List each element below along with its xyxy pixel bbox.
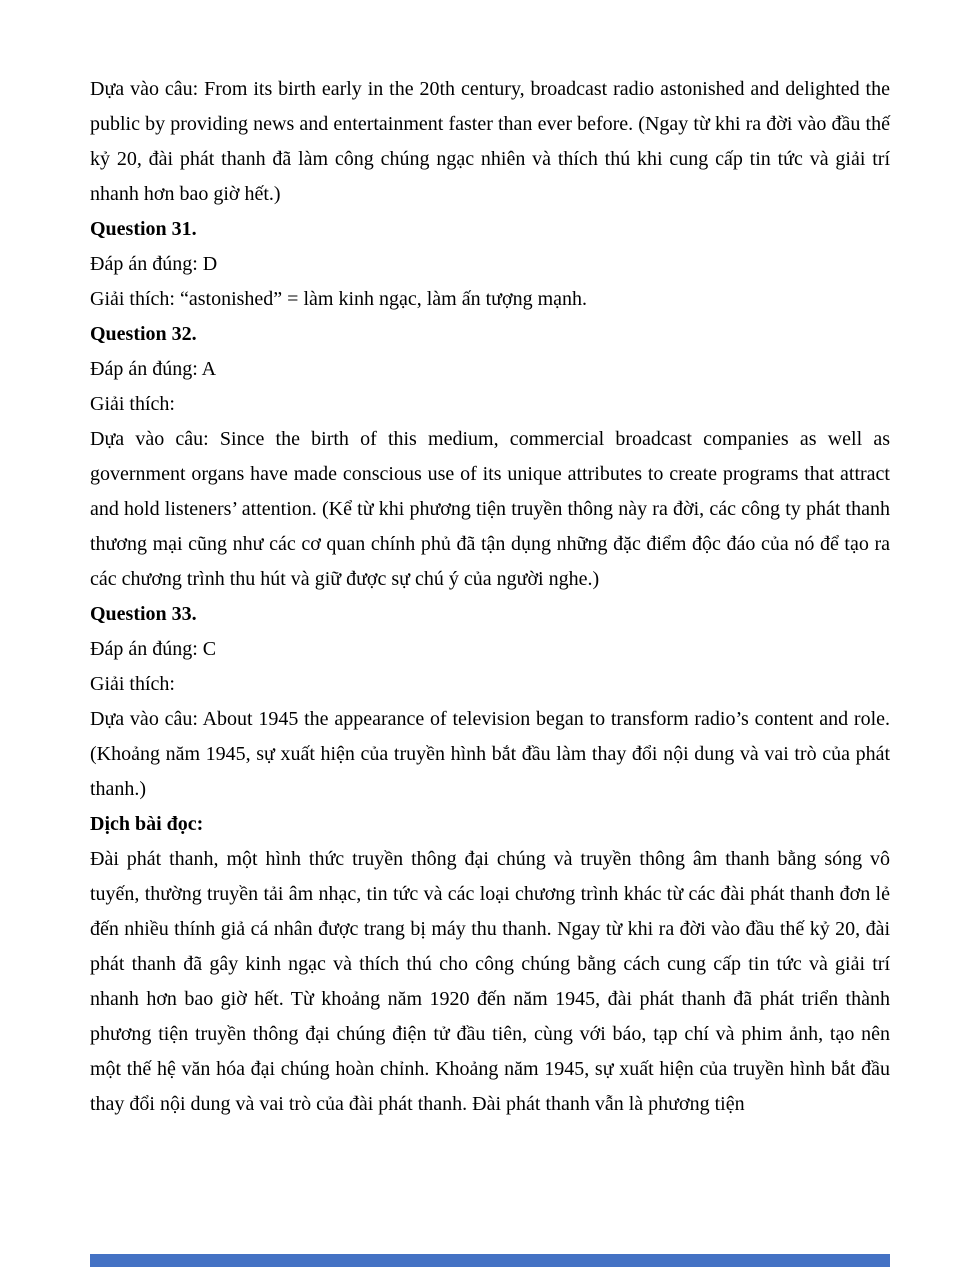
source-sentence-paragraph-q32: Dựa vào câu: Since the birth of this medium, commercial broadcast companies as well as government organs have made conscious use of its unique attributes to create programs that attract and hold listeners’ attention. (Kể từ khi phương tiện truyền thông này ra đời, các công ty phát thanh thương mại cũng như các cơ quan chính phủ đã tận dụng những đặc điểm độc đáo của nó để tạo ra các chương trình thu hút và giữ được sự chú ý của người nghe.) xyxy=(90,428,890,590)
question-31-heading: Question 31. xyxy=(90,218,197,240)
reading-translation-paragraph: Đài phát thanh, một hình thức truyền thông đại chúng và truyền thông âm thanh bằng sóng vô tuyến, thường truyền tải âm nhạc, tin tức và các loại chương trình khác từ các đài phát thanh đơn lẻ đến nhiều thính giả cá nhân được trang bị máy thu thanh. Ngay từ khi ra đời vào đầu thế kỷ 20, đài phát thanh đã gây kinh ngạc và thích thú cho công chúng bằng cách cung cấp tin tức và giải trí nhanh hơn bao giờ hết. Từ khoảng năm 1920 đến năm 1945, đài phát thanh đã phát triển thành phương tiện truyền thông đại chúng điện tử đầu tiên, cùng với báo, tạp chí và phim ảnh, tạo nên một thế hệ văn hóa đại chúng hoàn chỉnh. Khoảng năm 1945, sự xuất hiện của truyền hình bắt đầu thay đổi nội dung và vai trò của đài phát thanh. Đài phát thanh vẫn là phương tiện xyxy=(90,848,890,1115)
answer-line-q31: Đáp án đúng: D xyxy=(90,253,218,275)
question-32-heading: Question 32. xyxy=(90,323,197,345)
document-body xyxy=(90,72,890,1122)
reading-translation-heading: Dịch bài đọc: xyxy=(90,813,204,835)
explanation-label-q32: Giải thích: xyxy=(90,393,175,415)
explanation-line-q31: Giải thích: “astonished” = làm kinh ngạc, làm ấn tượng mạnh. xyxy=(90,288,588,310)
answer-line-q33: Đáp án đúng: C xyxy=(90,638,217,660)
table-header-bar xyxy=(90,1254,890,1267)
explanation-label-q33: Giải thích: xyxy=(90,673,175,695)
source-sentence-paragraph-q31: Dựa vào câu: From its birth early in the 20th century, broadcast radio astonished and delighted the public by providing news and entertainment faster than ever before. (Ngay từ khi ra đời vào đầu thế kỷ 20, đài phát thanh đã làm công chúng ngạc nhiên và thích thú khi cung cấp tin tức và giải trí nhanh hơn bao giờ hết.) xyxy=(90,78,890,205)
question-33-heading: Question 33. xyxy=(90,603,197,625)
answer-line-q32: Đáp án đúng: A xyxy=(90,358,217,380)
source-sentence-paragraph-q33: Dựa vào câu: About 1945 the appearance of television began to transform radio’s content and role. (Khoảng năm 1945, sự xuất hiện của truyền hình bắt đầu làm thay đổi nội dung và vai trò của phát thanh.) xyxy=(90,708,890,800)
